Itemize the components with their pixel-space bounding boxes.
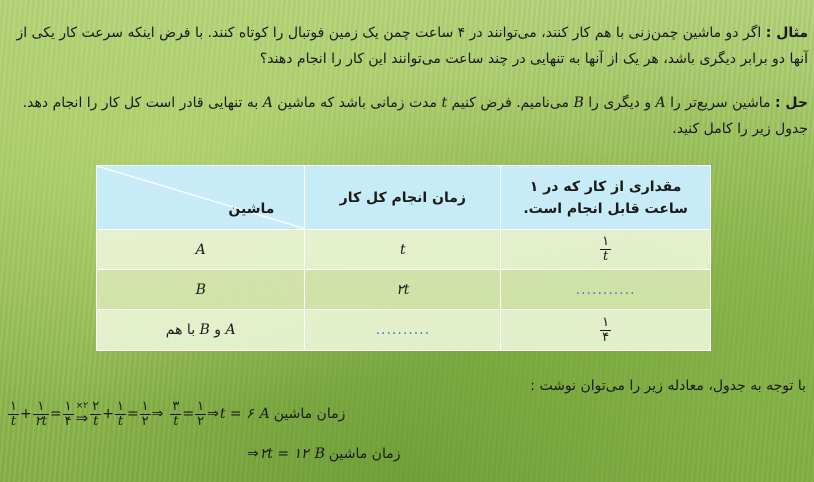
row2-time: ۲t [305,270,501,310]
implies-arrow: ⇒ [207,406,219,423]
example-paragraph [6,20,808,72]
eq-frac: $\frac{۲}{t}$ [92,399,100,429]
row3-var-a: A [225,322,236,338]
arrow-glyph: ⇒ [75,409,89,428]
row3-and: و [214,322,222,338]
row3-together: با هم [165,322,196,338]
result-t: t = ۶ [219,406,254,423]
eq-frac: $\frac{۱}{۲t}$ [34,399,47,429]
frac-denominator: t [603,249,609,264]
row3-var-b: B [199,322,210,338]
table-row [97,310,711,351]
row1-time: t [305,230,501,270]
solution-label: حل : [774,95,808,111]
plus-sign: + [19,406,32,423]
example-label: مثال : [765,25,808,41]
row2-machine: B [97,270,305,310]
header-fraction [501,166,711,230]
implies-arrow: ⇒ [151,406,164,423]
header-diagonal-line [97,166,306,229]
time-a-label: زمان ماشین [273,406,346,423]
solution-text-1: ماشین سریع‌تر را [670,95,771,111]
row1-machine: A [97,230,305,270]
solution-text-5: به تنهایی قادر است کل کار را انجام دهد. جدول زیر را کامل کنید. [22,95,808,137]
blank-dots: .......... [375,322,431,338]
fraction-1-over-t [600,235,611,263]
implies-arrow: ⇒ [247,446,259,462]
var-b: B [573,95,584,111]
row3-time [305,310,501,351]
result-2t: ۲t = ۱۲ [259,446,309,462]
implies-arrow-times [76,402,89,426]
plus-sign: + [102,406,114,423]
equation-line-2 [246,446,401,462]
var-a-2: A [262,95,273,111]
var-b-eq: B [314,446,325,462]
diagonal-header-cell [97,166,304,229]
row2-fraction [501,270,711,310]
equals-sign: = [182,406,195,423]
fraction-1-over-4 [600,316,611,344]
equals-sign: = [126,406,139,423]
work-rate-table [96,165,711,351]
eq-frac: $\frac{۱}{t}$ [116,399,124,429]
time-b-label: زمان ماشین [328,446,401,462]
times-label: ×۲ [75,401,89,412]
equation-line-1 [8,400,351,428]
header-time: زمان انجام کل کار [305,166,501,230]
var-t: t [441,95,448,111]
eq-frac: $\frac{۱}{۴}$ [64,399,72,429]
eq-frac: $\frac{۱}{۲}$ [141,399,149,429]
blank-dots: ........... [575,281,636,298]
header-machine-label: ماشین [228,201,275,217]
eq-frac: $\frac{۳}{t}$ [172,399,180,429]
conclusion-text: با توجه به جدول، معادله زیر را می‌توان نوشت : [530,378,806,394]
solution-text-2: و دیگری را [588,95,652,111]
frac-denominator: ۴ [602,329,610,345]
solution-paragraph [6,90,808,142]
eq-frac: $\frac{۱}{۲}$ [197,399,205,429]
solution-text-3: می‌نامیم. فرض کنیم [451,95,570,111]
frac-numerator: ۱ [602,314,610,330]
table-header-row [97,166,711,230]
eq-frac: $\frac{۱}{t}$ [10,399,17,429]
row3-fraction [501,310,711,351]
var-a-eq: A [259,406,270,423]
var-a: A [655,95,666,111]
header-machine [97,166,305,230]
row3-machine [97,310,305,351]
row1-fraction [501,230,711,270]
solution-text-4: مدت زمانی باشد که ماشین [277,95,437,111]
example-text: اگر دو ماشین چمن‌زنی با هم کار کنند، می‌توانند در ۴ ساعت چمن یک زمین فوتبال را کوتاه کنند. با فرض اینکه سرعت کار یکی از آنها دو برابر دیگری باشد، هر یک از آنها به تنهایی در چند ساعت می‌توانند این کار را انجام دهند؟ [16,25,808,67]
table-row [97,270,711,310]
equals-sign: = [49,406,62,423]
header-fraction-text: مقداری از کار که در ۱ ساعت قابل انجام است. [523,178,688,217]
frac-numerator: ۱ [602,234,610,250]
table-row [97,230,711,270]
